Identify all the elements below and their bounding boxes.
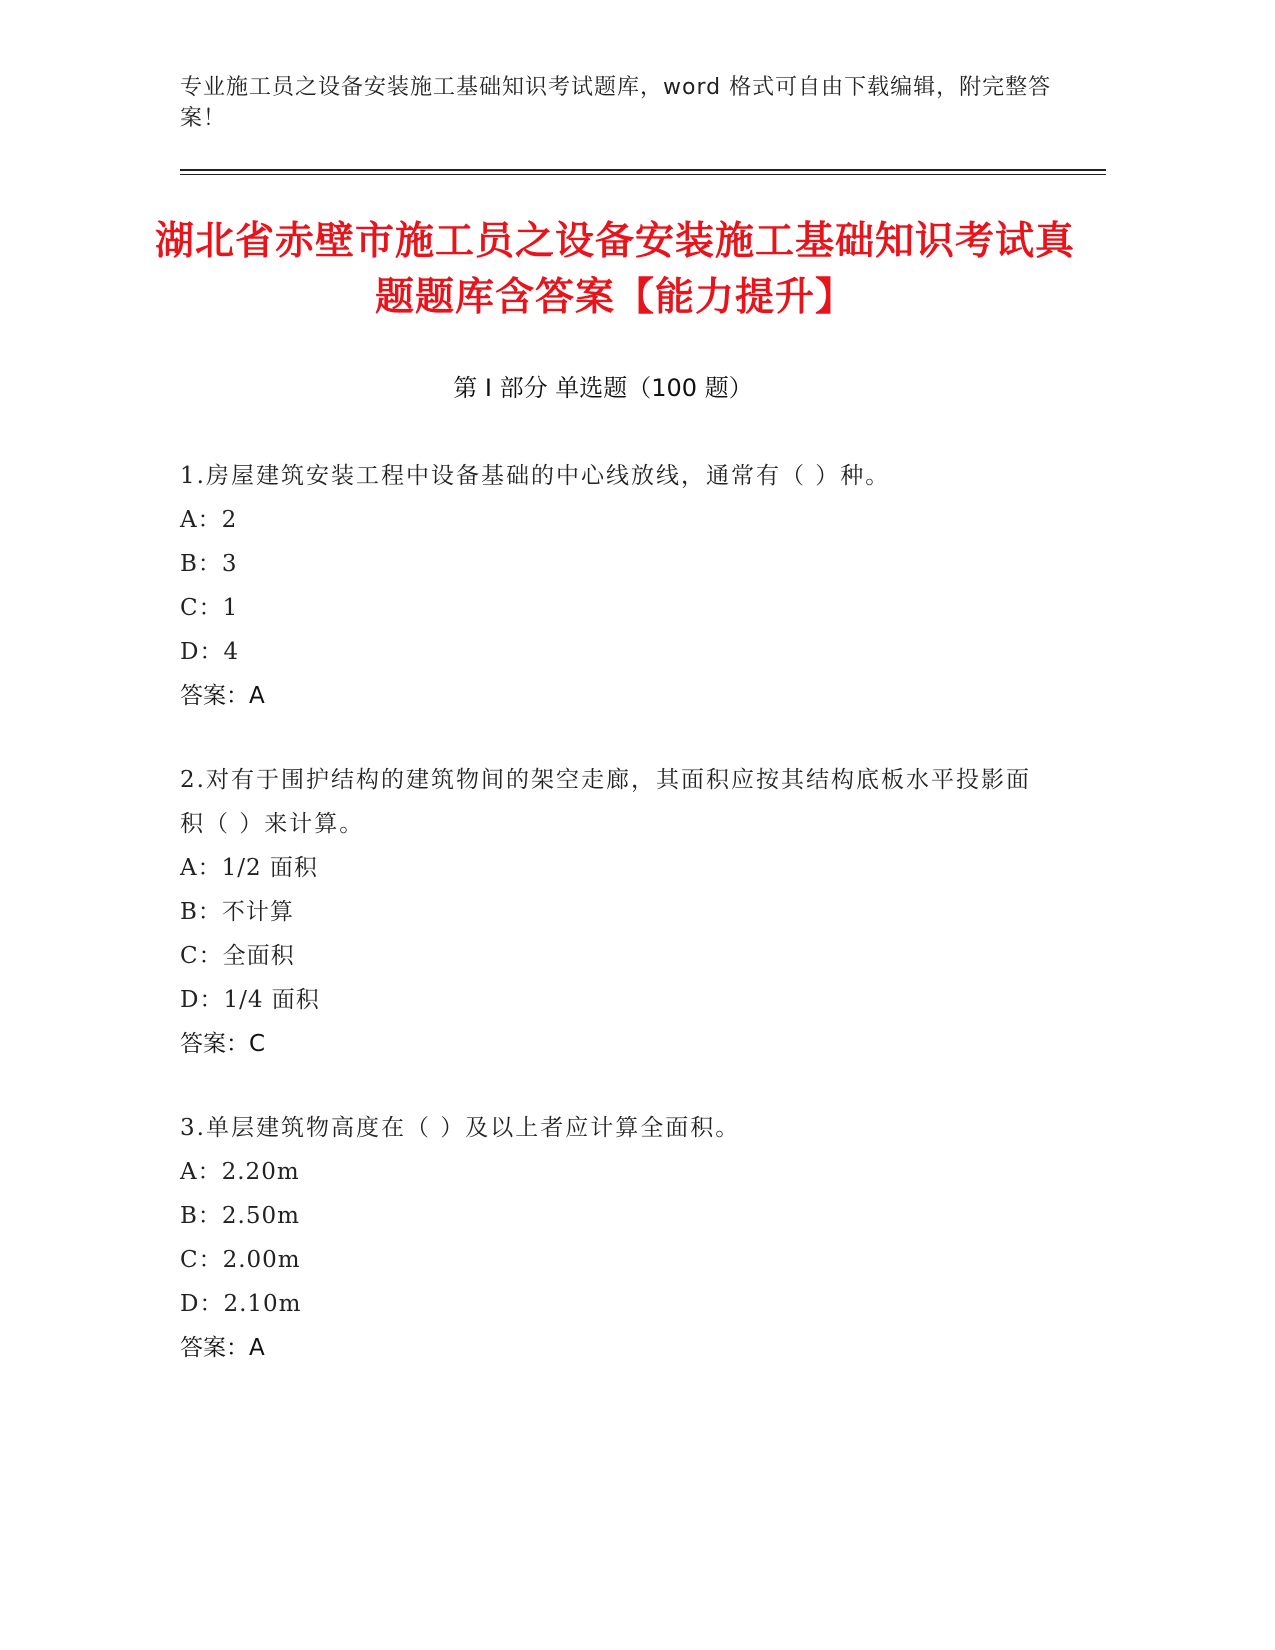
option-d: D：2.10m (180, 1291, 302, 1317)
option-a: A：1/2 面积 (180, 855, 318, 881)
option-a: A：2.20m (180, 1159, 300, 1185)
option-b: B：2.50m (180, 1203, 300, 1229)
question-2 (180, 758, 1040, 1066)
option-c: C：2.00m (180, 1247, 301, 1273)
header-divider-thin (180, 174, 1106, 175)
header-divider-thick (180, 169, 1106, 171)
question-stem: 1.房屋建筑安装工程中设备基础的中心线放线，通常有（ ）种。 (180, 463, 891, 489)
answer: 答案：A (180, 1335, 265, 1361)
option-b: B：3 (180, 551, 238, 577)
section-heading: 第 I 部分 单选题（100 题） (453, 374, 753, 402)
answer: 答案：A (180, 683, 265, 709)
question-3 (180, 1106, 1040, 1370)
option-b: B：不计算 (180, 899, 294, 925)
option-a: A：2 (180, 507, 238, 533)
question-stem: 2.对有于围护结构的建筑物间的架空走廊，其面积应按其结构底板水平投影面积（ ）来计算。 (180, 767, 1031, 837)
question-1 (180, 454, 1040, 718)
header-note: 专业施工员之设备安装施工基础知识考试题库，word 格式可自由下载编辑，附完整答案！ (180, 75, 1052, 131)
option-c: C：全面积 (180, 943, 295, 969)
question-stem: 3.单层建筑物高度在（ ）及以上者应计算全面积。 (180, 1115, 741, 1141)
option-d: D：1/4 面积 (180, 987, 320, 1013)
option-c: C：1 (180, 595, 239, 621)
document-title: 湖北省赤壁市施工员之设备安装施工基础知识考试真题题库含答案【能力提升】 (154, 219, 1075, 320)
answer: 答案：C (180, 1031, 266, 1057)
option-d: D：4 (180, 639, 240, 665)
